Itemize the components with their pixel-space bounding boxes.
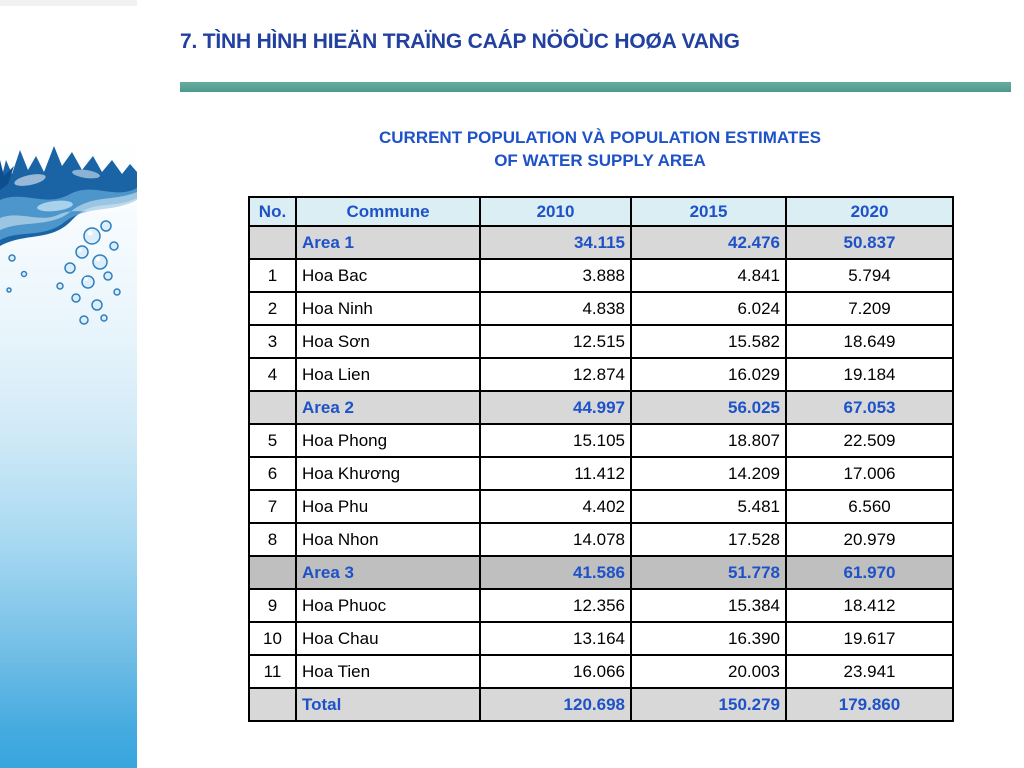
- column-header-2020: 2020: [786, 197, 953, 226]
- cell-2015: 4.841: [631, 259, 786, 292]
- cell-2010: 4.402: [480, 490, 631, 523]
- cell-2010: 12.874: [480, 358, 631, 391]
- cell-2020: 67.053: [786, 391, 953, 424]
- cell-2015: 5.481: [631, 490, 786, 523]
- cell-2015: 18.807: [631, 424, 786, 457]
- cell-name: Hoa Bac: [296, 259, 480, 292]
- cell-2015: 6.024: [631, 292, 786, 325]
- cell-no: 4: [249, 358, 296, 391]
- cell-2020: 6.560: [786, 490, 953, 523]
- cell-2020: 179.860: [786, 688, 953, 721]
- cell-name: Hoa Ninh: [296, 292, 480, 325]
- cell-no: 7: [249, 490, 296, 523]
- cell-2020: 18.649: [786, 325, 953, 358]
- strip-top-bar: [0, 0, 137, 6]
- table-row-area-3: [249, 556, 953, 589]
- cell-no: [249, 556, 296, 589]
- cell-2020: 22.509: [786, 424, 953, 457]
- cell-2015: 42.476: [631, 226, 786, 259]
- cell-name: Hoa Nhon: [296, 523, 480, 556]
- cell-name: Hoa Chau: [296, 622, 480, 655]
- cell-2015: 51.778: [631, 556, 786, 589]
- cell-2015: 15.582: [631, 325, 786, 358]
- cell-name: Hoa Tien: [296, 655, 480, 688]
- water-splash-illustration: [0, 140, 137, 350]
- cell-2015: 150.279: [631, 688, 786, 721]
- cell-2015: 17.528: [631, 523, 786, 556]
- table-header-row: [249, 197, 953, 226]
- table-row-hoa-s-n: [249, 325, 953, 358]
- cell-2010: 12.515: [480, 325, 631, 358]
- table-row-area-2: [249, 391, 953, 424]
- cell-2010: 34.115: [480, 226, 631, 259]
- table-heading-line1: CURRENT POPULATION VÀ POPULATION ESTIMATES: [378, 128, 821, 147]
- population-table: [248, 196, 954, 722]
- column-header-commune: Commune: [296, 197, 480, 226]
- cell-2015: 16.390: [631, 622, 786, 655]
- table-heading: [248, 126, 952, 172]
- table-row-hoa-kh-ng: [249, 457, 953, 490]
- cell-name: Hoa Phu: [296, 490, 480, 523]
- cell-no: 11: [249, 655, 296, 688]
- cell-name: Area 2: [296, 391, 480, 424]
- cell-no: 9: [249, 589, 296, 622]
- cell-name: Total: [296, 688, 480, 721]
- water-image-strip: [0, 0, 137, 768]
- table-row-area-1: [249, 226, 953, 259]
- cell-2010: 15.105: [480, 424, 631, 457]
- cell-no: [249, 226, 296, 259]
- cell-name: Hoa Phuoc: [296, 589, 480, 622]
- cell-2020: 19.617: [786, 622, 953, 655]
- cell-2015: 14.209: [631, 457, 786, 490]
- table-heading-line2: OF WATER SUPPLY AREA: [494, 151, 706, 170]
- cell-2015: 16.029: [631, 358, 786, 391]
- cell-2020: 20.979: [786, 523, 953, 556]
- cell-2020: 19.184: [786, 358, 953, 391]
- cell-2010: 11.412: [480, 457, 631, 490]
- cell-2020: 50.837: [786, 226, 953, 259]
- cell-no: [249, 688, 296, 721]
- column-header-no: No.: [249, 197, 296, 226]
- table-row-hoa-phuoc: [249, 589, 953, 622]
- cell-2020: 17.006: [786, 457, 953, 490]
- table-row-hoa-chau: [249, 622, 953, 655]
- cell-name: Area 1: [296, 226, 480, 259]
- table-row-hoa-ninh: [249, 292, 953, 325]
- column-header-2015: 2015: [631, 197, 786, 226]
- slide-title: 7. TÌNH HÌNH HIEÄN TRAÏNG CAÁP NÖÔÙC HOØA VANG: [180, 30, 740, 53]
- cell-no: 6: [249, 457, 296, 490]
- table-row-hoa-phong: [249, 424, 953, 457]
- cell-2015: 15.384: [631, 589, 786, 622]
- cell-2010: 41.586: [480, 556, 631, 589]
- cell-2020: 18.412: [786, 589, 953, 622]
- cell-2020: 23.941: [786, 655, 953, 688]
- cell-2015: 56.025: [631, 391, 786, 424]
- table-row-hoa-phu: [249, 490, 953, 523]
- column-header-2010: 2010: [480, 197, 631, 226]
- cell-no: 8: [249, 523, 296, 556]
- cell-2010: 13.164: [480, 622, 631, 655]
- cell-2010: 14.078: [480, 523, 631, 556]
- cell-name: Hoa Phong: [296, 424, 480, 457]
- cell-2010: 4.838: [480, 292, 631, 325]
- cell-name: Area 3: [296, 556, 480, 589]
- cell-2010: 44.997: [480, 391, 631, 424]
- cell-2010: 16.066: [480, 655, 631, 688]
- table-row-hoa-lien: [249, 358, 953, 391]
- cell-no: [249, 391, 296, 424]
- title-divider-bar: [180, 82, 1011, 92]
- table-row-hoa-tien: [249, 655, 953, 688]
- cell-2010: 3.888: [480, 259, 631, 292]
- cell-2010: 120.698: [480, 688, 631, 721]
- cell-name: Hoa Lien: [296, 358, 480, 391]
- cell-no: 5: [249, 424, 296, 457]
- cell-2015: 20.003: [631, 655, 786, 688]
- cell-2020: 5.794: [786, 259, 953, 292]
- cell-no: 1: [249, 259, 296, 292]
- cell-name: Hoa Khương: [296, 457, 480, 490]
- cell-2020: 7.209: [786, 292, 953, 325]
- cell-name: Hoa Sơn: [296, 325, 480, 358]
- cell-no: 2: [249, 292, 296, 325]
- table-row-hoa-bac: [249, 259, 953, 292]
- table-row-total: [249, 688, 953, 721]
- cell-2010: 12.356: [480, 589, 631, 622]
- cell-2020: 61.970: [786, 556, 953, 589]
- cell-no: 10: [249, 622, 296, 655]
- table-row-hoa-nhon: [249, 523, 953, 556]
- cell-no: 3: [249, 325, 296, 358]
